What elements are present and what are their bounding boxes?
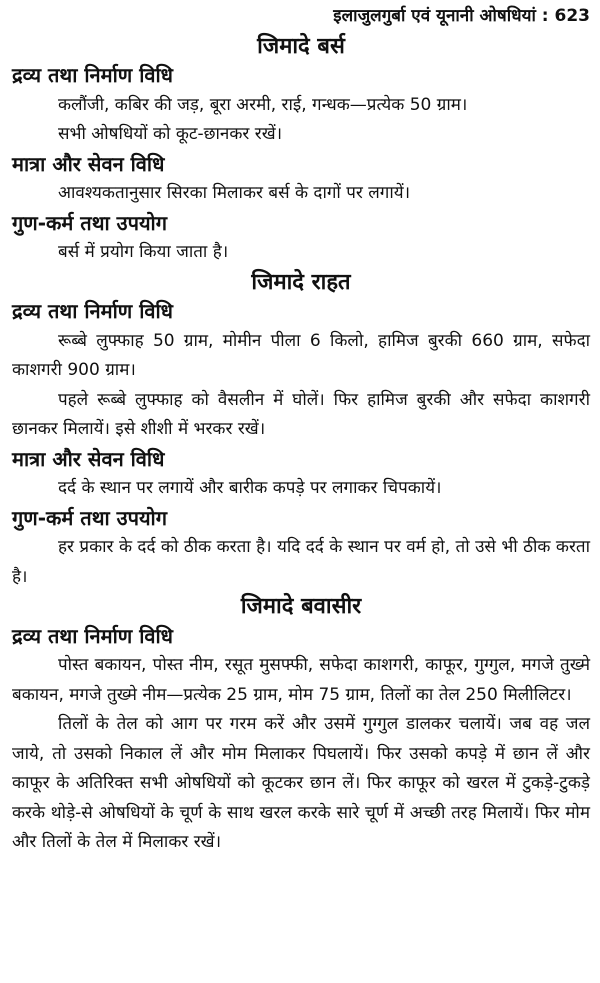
ingredients-heading: द्रव्य तथा निर्माण विधि	[12, 63, 173, 87]
ingredients-paragraph: रूब्बे लुफ्फाह 50 ग्राम, मोमीन पीला 6 किलो, हामिज बुरकी 660 ग्राम, सफेदा काशगरी 900 ग्राम।	[12, 330, 590, 380]
uses-paragraph: बर्स में प्रयोग किया जाता है।	[58, 242, 229, 262]
section-jimade-rahat	[12, 268, 590, 593]
section-title: जिमादे बवासीर	[240, 594, 362, 619]
ingredients-paragraph: पोस्त बकायन, पोस्त नीम, रसूत मुसफ्फी, सफेदा काशगरी, काफूर, गुग्गुल, मगजे तुख्मे बकायन, मगजे तुख्मे नीम—प्रत्येक 25 ग्राम, मोम 75 ग्राम, तिलों का तेल 250 मिलीलिटर।	[12, 655, 590, 705]
running-head: इलाजुलगुर्बा एवं यूनानी ओषधियां : 623	[333, 6, 590, 26]
preparation-paragraph: पहले रूब्बे लुफ्फाह को वैसलीन में घोलें। फिर हामिज बुरकी और सफेदा काशगरी छानकर मिलायें। इसे शीशी में भरकर रखें।	[12, 389, 590, 439]
dosage-paragraph: दर्द के स्थान पर लगायें और बारीक कपड़े पर लगाकर चिपकायें।	[58, 478, 442, 498]
section-title: जिमादे बर्स	[257, 33, 345, 59]
uses-heading: गुण-कर्म तथा उपयोग	[12, 505, 167, 530]
dosage-heading: मात्रा और सेवन विधि	[12, 151, 165, 176]
ingredients-paragraph: कलौंजी, कबिर की जड़, बूरा अरमी, राई, गन्धक—प्रत्येक 50 ग्राम।	[58, 94, 468, 115]
dosage-heading: मात्रा और सेवन विधि	[12, 446, 165, 471]
ingredients-heading: द्रव्य तथा निर्माण विधि	[12, 623, 173, 648]
ingredients-heading: द्रव्य तथा निर्माण विधि	[12, 299, 173, 323]
uses-heading: गुण-कर्म तथा उपयोग	[12, 210, 167, 235]
section-title: जिमादे राहत	[251, 269, 351, 295]
preparation-paragraph: सभी ओषधियों को कूट-छानकर रखें।	[58, 124, 283, 144]
section-jimade-bawasir	[12, 592, 590, 858]
section-jimade-bars	[12, 32, 590, 268]
preparation-paragraph: तिलों के तेल को आग पर गरम करें और उसमें गुग्गुल डालकर चलायें। जब वह जल जाये, तो उसको निकाल लें और मोम मिलाकर पिघलायें। फिर उसको कपड़े में छान लें और काफूर के अतिरिक्त सभी ओषधियों को कूटकर छान लें। फिर काफूर को खरल में टुकड़े-टुकड़े करके थोड़े-से ओषधियों के चूर्ण के साथ खरल करके सारे चूर्ण में अच्छी तरह मिलायें। फिर मोम और तिलों के तेल में मिलाकर रखें।	[12, 714, 590, 852]
uses-paragraph: हर प्रकार के दर्द को ठीक करता है। यदि दर्द के स्थान पर वर्म हो, तो उसे भी ठीक करता है।	[12, 537, 590, 587]
dosage-paragraph: आवश्यकतानुसार सिरका मिलाकर बर्स के दागों पर लगायें।	[58, 183, 411, 203]
